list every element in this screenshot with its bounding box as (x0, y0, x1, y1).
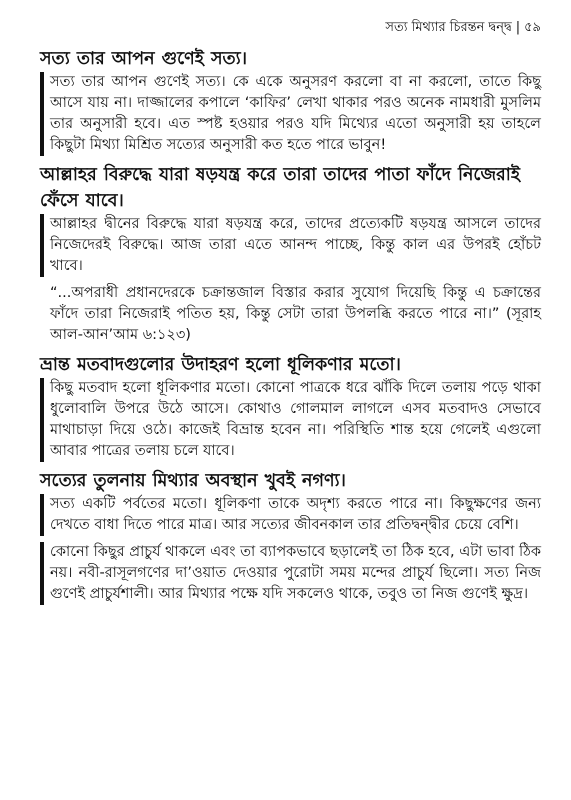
running-title: সত্য মিথ্যার চিরন্তন দ্বন্দ্ব (385, 20, 512, 35)
section-truth-by-itself (40, 46, 541, 156)
section-false-doctrines (40, 352, 541, 462)
header-separator: | (515, 20, 521, 35)
section-heading: সত্যের তুলনায় মিথ্যার অবস্থান খুবই নগণ্য। (40, 471, 346, 491)
paragraph: কিছু মতবাদ হলো ধূলিকণার মতো। কোনো পাত্রকে ধরে ঝাঁকি দিলে তলায় পড়ে থাকা ধুলোবালি উপরে উঠে আসে। কোথাও গোলমাল লাগলে এসব মতবাদও সেভাবে মাথাচাড়া দিয়ে ওঠে। কাজেই বিভ্রান্ত হবেন না। পরিস্থিতি শান্ত হয়ে গেলেই এগুলো আবার পাত্রের তলায় চলে যাবে। (40, 378, 541, 462)
page-number: ৫৯ (524, 20, 541, 35)
paragraph: সত্য একটি পর্বতের মতো। ধূলিকণা তাকে অদৃশ্য করতে পারে না। কিছুক্ষণের জন্য দেখতে বাধা দিতে পারে মাত্র। আর সত্যের জীবনকাল তার প্রতিদ্বন্দ্বীর চেয়ে বেশি। (40, 494, 541, 536)
section-heading: ভ্রান্ত মতবাদগুলোর উদাহরণ হলো ধূলিকণার মতো। (40, 355, 401, 375)
paragraph: আল্লাহর দ্বীনের বিরুদ্ধে যারা ষড়যন্ত্র করে, তাদের প্রত্যেকটি ষড়যন্ত্র আসলে তাদের নিজেদেরই বিরুদ্ধে। আজ তারা এতে আনন্দ পাচ্ছে, কিন্তু কাল এর উপরই হোঁচট খাবে। (40, 214, 541, 277)
section-conspiracy (40, 162, 541, 346)
page-content (40, 46, 541, 611)
paragraph: কোনো কিছুর প্রাচুর্য থাকলে এবং তা ব্যাপকভাবে ছড়ালেই তা ঠিক হবে, এটা ভাবা ঠিক নয়। নবী-রাসূলগণের দা’ওয়াত দেওয়ার পুরোটা সময় মন্দের প্রাচুর্য ছিলো। সত্য নিজ গুণেই প্রাচুর্যশালী। আর মিথ্যার পক্ষে যদি সকলেও থাকে, তবুও তা নিজ গুণেই ক্ষুদ্র। (40, 542, 541, 605)
running-header (385, 20, 541, 36)
paragraph: সত্য তার আপন গুণেই সত্য। কে একে অনুসরণ করলো বা না করলো, তাতে কিছু আসে যায় না। দাজ্জালের কপালে ‘কাফির’ লেখা থাকার পরও অনেক নামধারী মুসলিম তার অনুসারী হবে। এত স্পষ্ট হওয়ার পরও যদি মিথ্যের এতো অনুসারী হয় তাহলে কিছুটা মিথ্যা মিশ্রিত সত্যের অনুসারী কত হতে পারে ভাবুন! (40, 72, 541, 156)
section-heading: সত্য তার আপন গুণেই সত্য। (40, 49, 247, 69)
quote-paragraph: “...অপরাধী প্রধানদেরকে চক্রান্তজাল বিস্তার করার সুযোগ দিয়েছি কিন্তু এ চক্রান্তের ফাঁদে তারা নিজেরাই পতিত হয়, কিন্তু সেটা তারা উপলব্ধি করতে পারে না।” (সূরাহ আল-আন’আম ৬:১২৩) (50, 285, 541, 343)
section-heading: আল্লাহর বিরুদ্ধে যারা ষড়যন্ত্র করে তারা তাদের পাতা ফাঁদে নিজেরাই ফেঁসে যাবে। (40, 165, 520, 211)
section-falsehood-insignificant (40, 468, 541, 605)
